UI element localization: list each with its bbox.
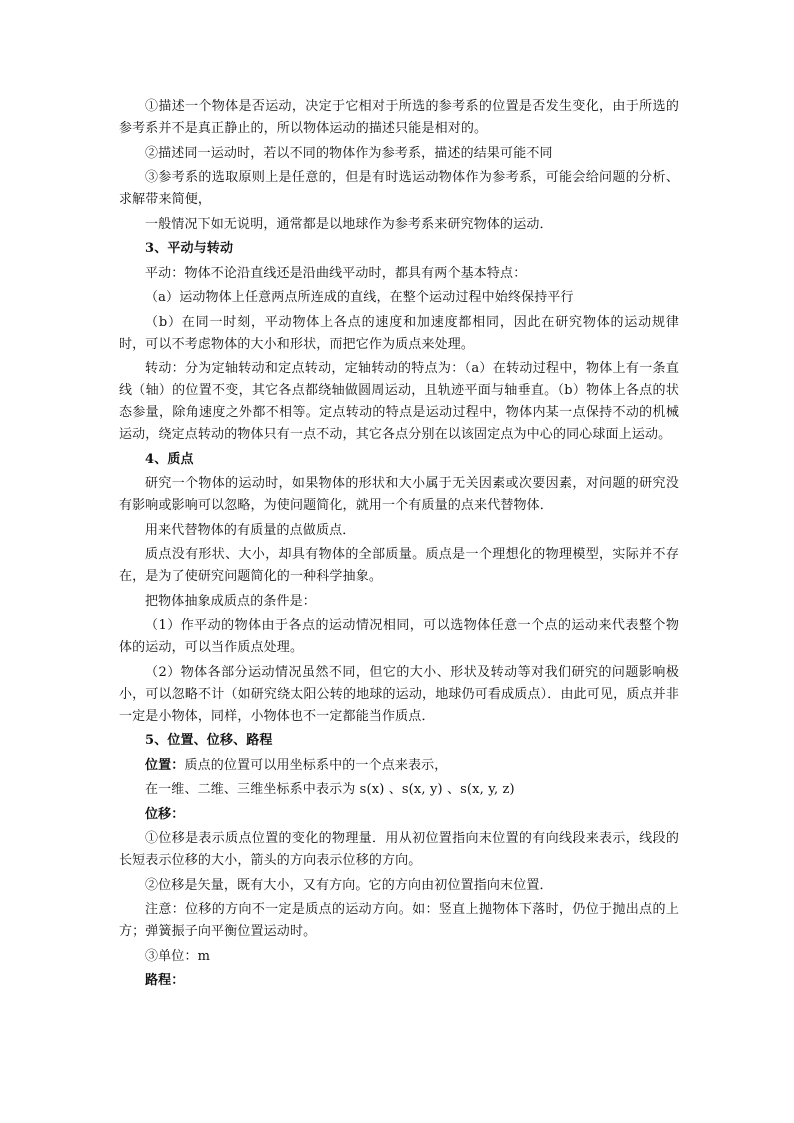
heading-path: 路程： — [145, 973, 185, 988]
paragraph-reference-frame-3: ③参考系的选取原则上是任意的，但是有时选运动物体作为参考系，可能会给问题的分析、求解带来简便， — [119, 170, 679, 207]
paragraph-translation-feature-a: （a）运动物体上任意两点所连成的直线，在整个运动过程中始终保持平行 — [145, 290, 574, 305]
paragraph-particle-model: 质点没有形状、大小，却具有物体的全部质量。质点是一个理想化的物理模型，实际并不存在，是为了使研究问题简化的一种科学抽象。 — [119, 547, 679, 584]
paragraph-translation-feature-b: （b）在同一时刻，平动物体上各点的速度和加速度都相同，因此在研究物体的运动规律时，可以不考虑物体的大小和形状，而把它作为质点来处理。 — [119, 314, 679, 352]
paragraph-particle-condition-2: （2）物体各部分运动情况虽然不同，但它的大小、形状及转动等对我们研究的问题影响极小，可以忽略不计（如研究绕太阳公转的地球的运动，地球仍可看成质点）．由此可见，质点并非一定是小物体，同样，小物体也不一定都能当作质点． — [119, 664, 679, 724]
heading-translation-rotation: 3、平动与转动 — [145, 241, 234, 256]
paragraph-particle-conditions: 把物体抽象成质点的条件是： — [145, 593, 316, 609]
paragraph-displacement-note: 注意：位移的方向不一定是质点的运动方向。如：竖直上抛物体下落时，仍位于抛出点的上方；弹簧振子向平衡位置运动时。 — [119, 902, 679, 939]
paragraph-displacement-1: ①位移是表示质点位置的变化的物理量．用从初位置指向末位置的有向线段来表示，线段的长短表示位移的大小，箭头的方向表示位移的方向。 — [119, 831, 679, 868]
paragraph-reference-frame-2: ②描述同一运动时，若以不同的物体作为参考系，描述的结果可能不同 — [145, 145, 553, 161]
heading-displacement: 位移： — [145, 806, 185, 822]
paragraph-displacement-2: ②位移是矢量，既有大小，又有方向。它的方向由初位置指向末位置． — [145, 877, 553, 893]
paragraph-translation-definition: 平动：物体不论沿直线还是沿曲线平动时，都具有两个基本特点： — [145, 265, 527, 281]
document-page — [119, 96, 679, 995]
position-text: 质点的位置可以用坐标系中的一个点来表示， — [184, 757, 448, 773]
paragraph-reference-frame-1: ①描述一个物体是否运动，决定于它相对于所选的参考系的位置是否发生变化，由于所选的参考系并不是真正静止的，所以物体运动的描述只能是相对的。 — [119, 99, 679, 136]
paragraph-rotation: 转动：分为定轴转动和定点转动，定轴转动的特点为：（a）在转动过程中，物体上有一条直线（轴）的位置不变，其它各点都绕轴做圆周运动，且轨迹平面与轴垂直。（b）物体上各点的状态参量，除角速度之外都不相等。定点转动的特点是运动过程中，物体内某一点保持不动的机械运动，绕定点转动的物体只有一点不动，其它各点分别在以该固定点为中心的同心球面上运动。 — [119, 361, 679, 442]
heading-position-displacement-path: 5、位置、位移、路程 — [145, 733, 273, 748]
paragraph-particle-condition-1: （1）作平动的物体由于各点的运动情况相同，可以选物体任意一个点的运动来代表整个物体的运动，可以当作质点处理。 — [119, 618, 679, 655]
paragraph-particle-definition: 用来代替物体的有质量的点做质点． — [145, 522, 356, 538]
paragraph-reference-frame-default: 一般情况下如无说明，通常都是以地球作为参考系来研究物体的运动． — [145, 216, 553, 232]
paragraph-position — [119, 755, 679, 777]
paragraph-particle-intro: 研究一个物体的运动时，如果物体的形状和大小属于无关因素或次要因素，对问题的研究没有影响或影响可以忽略，为使问题简化，就用一个有质量的点来代替物体． — [119, 476, 679, 513]
position-label: 位置： — [145, 757, 185, 773]
heading-particle: 4、质点 — [145, 451, 194, 467]
paragraph-displacement-unit: ③单位：m — [145, 948, 211, 964]
paragraph-position-coordinates: 在一维、二维、三维坐标系中表示为 s(x) 、s(x, y) 、s(x, y, z) — [145, 782, 515, 797]
